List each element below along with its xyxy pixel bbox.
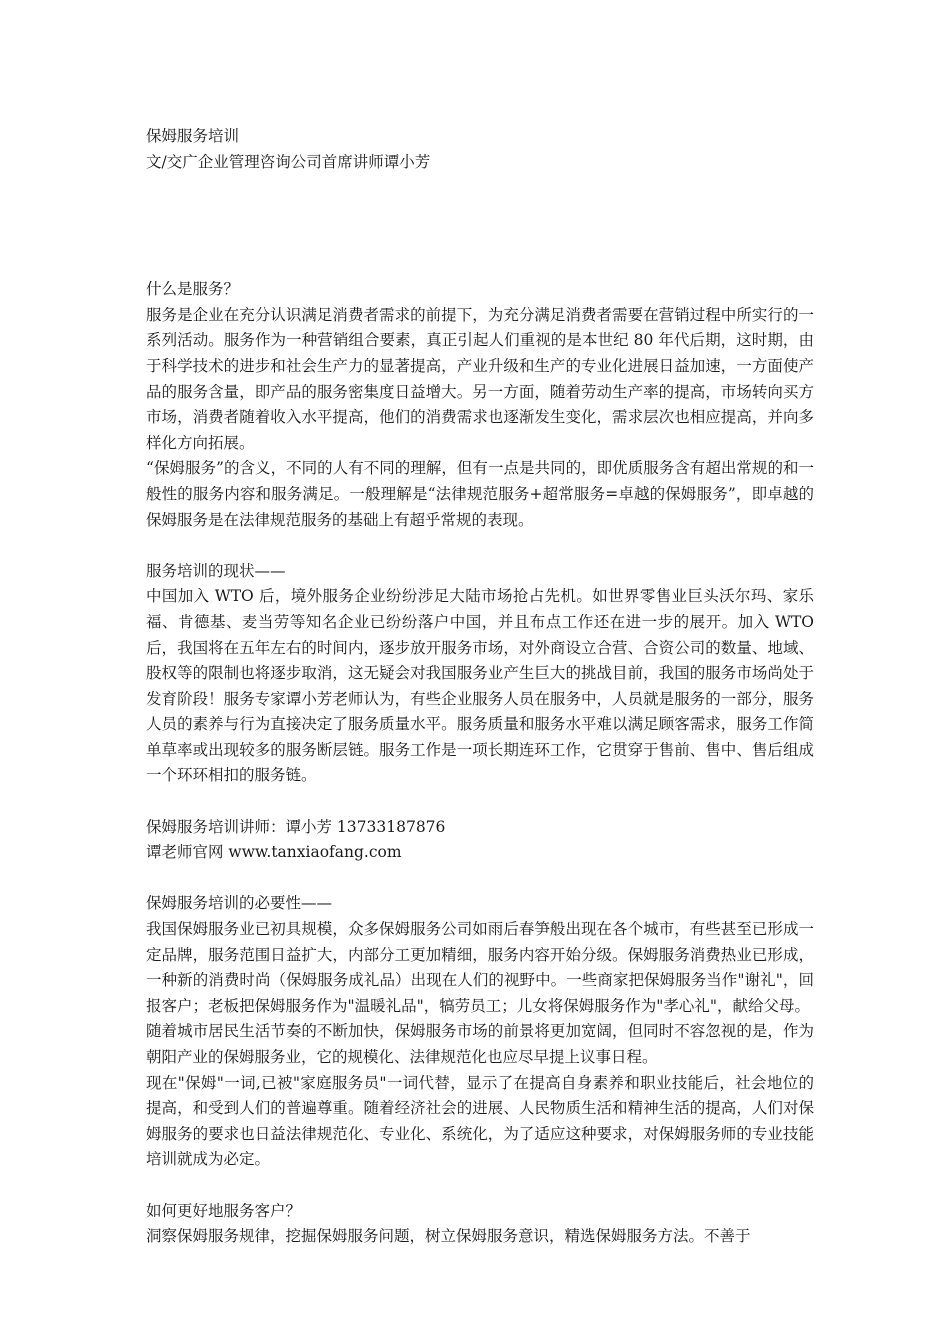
paragraph-social-status: 现在"保姆"一词,已被"家庭服务员"一词代替，显示了在提高自身素养和职业技能后，社会地位的提高，和受到人们的普遍尊重。随着经济社会的进展、人民物质生活和精神生活的提高，人们对保姆服务的要求也日益法律规范化、专业化、系统化，为了适应这种要求，对保姆服务师的专业技能培训就成为必定。 (146, 1073, 814, 1169)
spacer (146, 533, 814, 559)
spacer (146, 789, 814, 815)
paragraph-industry-scale: 我国保姆服务业已初具规模，众多保姆服务公司如雨后春笋般出现在各个城市，有些甚至已形成一定品牌，服务范围日益扩大，内部分工更加精细，服务内容开始分级。保姆服务消费热业已形成，一种新的消费时尚（保姆服务成礼品）出现在人们的视野中。一些商家把保姆服务当作"谢礼"，回报客户；老板把保姆服务作为"温暖礼品"，犒劳员工；儿女将保姆服务作为"孝心礼"，献给父母。 (146, 920, 814, 1015)
paragraph-market-outlook: 随着城市居民生活节奏的不断加快，保姆服务市场的前景将更加宽阔，但同时不容忽视的是，作为朝阳产业的保姆服务业，它的规模化、法律规范化也应尽早提上议事日程。 (146, 1022, 814, 1066)
section-heading-training-status: 服务培训的现状—— (146, 561, 286, 580)
spacer (146, 1173, 814, 1199)
spacer (146, 175, 814, 277)
paragraph-nanny-service-meaning: “保姆服务”的含义，不同的人有不同的理解，但有一点是共同的，即优质服务含有超出常规的和一般性的服务内容和服务满足。一般理解是“法律规范服务+超常服务=卓越的保姆服务”，即卓越的保姆服务是在法律规范服务的基础上有超乎常规的表现。 (146, 459, 814, 529)
spacer (146, 866, 814, 892)
section-heading-necessity: 保姆服务培训的必要性—— (146, 894, 333, 913)
paragraph-service-definition: 服务是企业在充分认识满足消费者需求的前提下，为充分满足消费者需要在营销过程中所实行的一系列活动。服务作为一种营销组合要素，真正引起人们重视的是本世纪 80 年代后期，这时期，由于科学技术的进步和社会生产力的显著提高，产业升级和生产的专业化进展日益加速，一方面使产品的服务含量，即产品的服务密集度日益增大。另一方面，随着劳动生产率的提高，市场转向买方市场，消费者随着收入水平提高，他们的消费需求也逐渐发生变化，需求层次也相应提高，并向多样化方向拓展。 (146, 305, 814, 452)
lecturer-contact: 保姆服务培训讲师：谭小芳 13733187876 (146, 817, 446, 836)
document-page (146, 124, 814, 1250)
section-heading-serve-customers: 如何更好地服务客户？ (146, 1201, 302, 1220)
website-link[interactable]: 谭老师官网 www.tanxiaofang.com (146, 843, 402, 862)
paragraph-serve-customers: 洞察保姆服务规律，挖掘保姆服务问题，树立保姆服务意识，精选保姆服务方法。不善于 (146, 1227, 751, 1246)
section-heading-what-is-service: 什么是服务？ (146, 280, 240, 299)
document-title: 保姆服务培训 (146, 127, 240, 145)
document-byline: 文/交广企业管理咨询公司首席讲师谭小芳 (146, 152, 431, 171)
paragraph-training-status: 中国加入 WTO 后，境外服务企业纷纷涉足大陆市场抢占先机。如世界零售业巨头沃尔玛、家乐福、肯德基、麦当劳等知名企业已纷纷落户中国，并且布点工作还在进一步的展开。加入 WTO 后，我国将在五年左右的时间内，逐步放开服务市场，对外商设立合营、合资公司的数量、地域、股权等的限制也将逐步取消，这无疑会对我国服务业产生巨大的挑战目前，我国的服务市场尚处于发育阶段！服务专家谭小芳老师认为，有些企业服务人员在服务中，人员就是服务的一部分，服务人员的素养与行为直接决定了服务质量水平。服务质量和服务水平难以满足顾客需求，服务工作简单草率或出现较多的服务断层链。服务工作是一项长期连环工作，它贯穿于售前、售中、售后组成一个环环相扣的服务链。 (146, 587, 814, 785)
